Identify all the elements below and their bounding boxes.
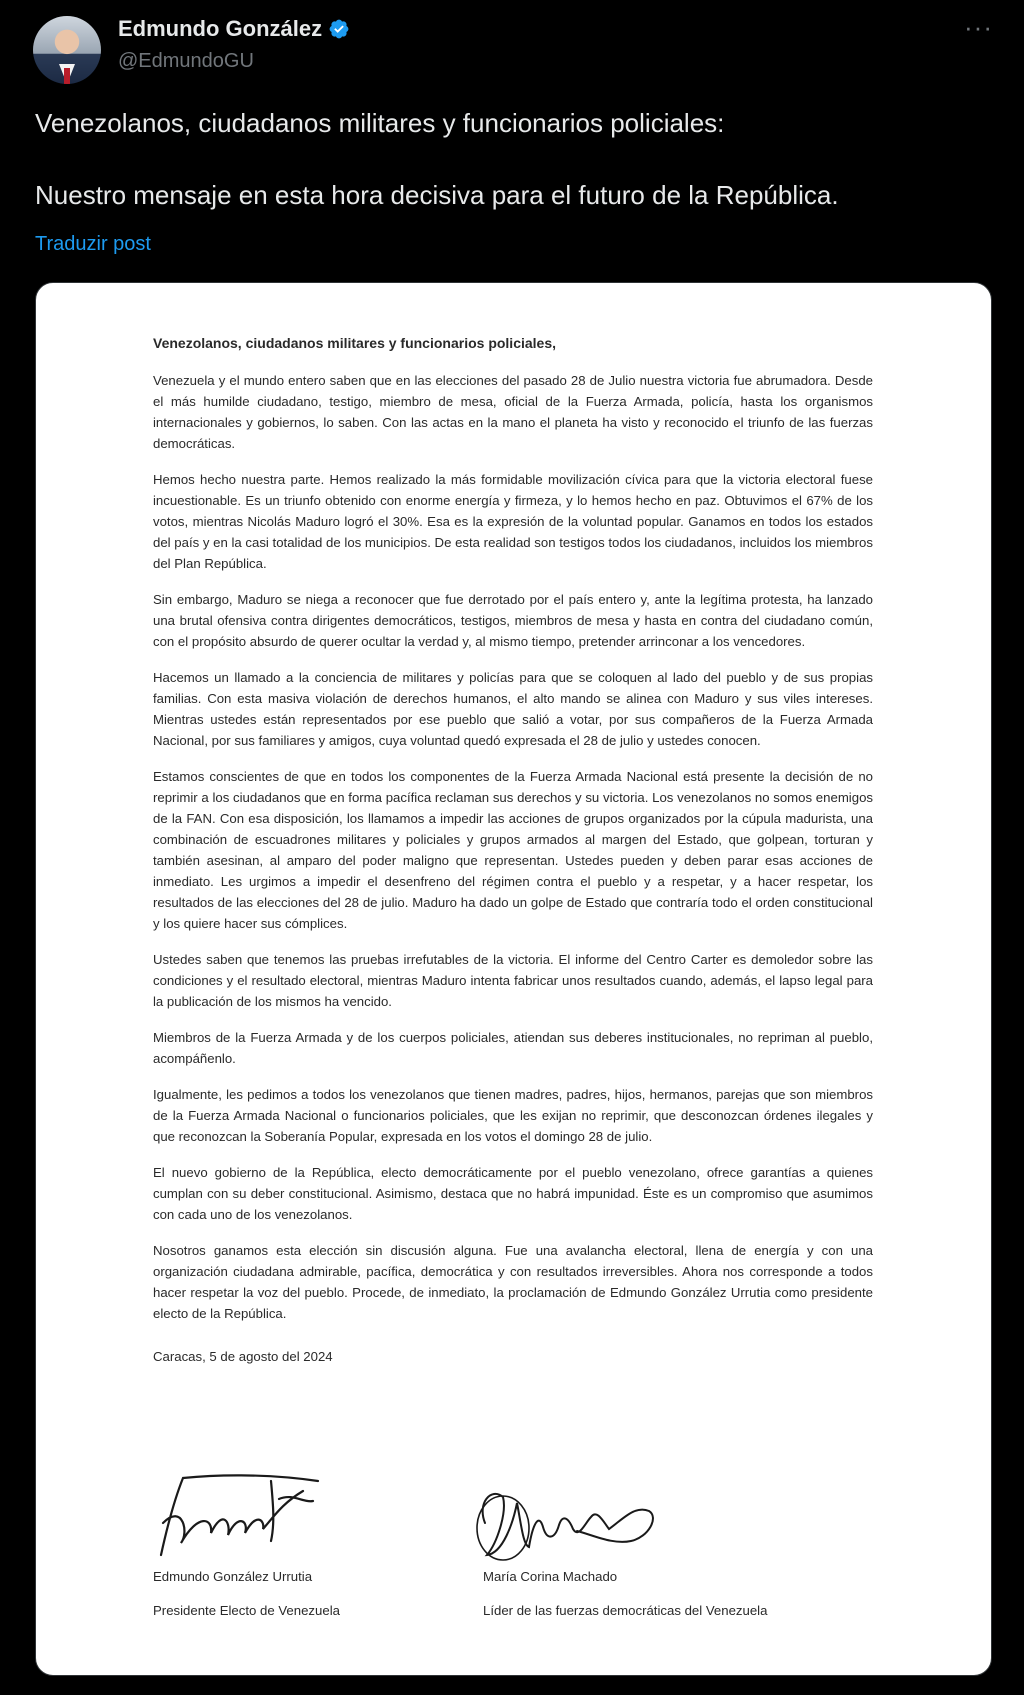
tweet-text <box>35 105 985 213</box>
letter-paragraph: El nuevo gobierno de la República, electo democráticamente por el pueblo venezolano, ofrece garantías a quienes cumplan con su deber constitucional. Asimismo, destaca que no habrá impunidad. Éste es un compromiso que asumimos con cada uno de los venezolanos. <box>153 1165 873 1222</box>
avatar-tie <box>64 68 70 84</box>
letter-paragraph: Nosotros ganamos esta elección sin discusión alguna. Fue una avalancha electoral, llena de energía y con una organización ciudadana admirable, pacífica, democrática y con resultados irreversibles. Ahora nos corresponde a todos hacer respetar la voz del pueblo. Procede, de inmediato, la proclamación de Edmundo González Urrutia como presidente electo de la República. <box>153 1243 873 1321</box>
letter-paragraph: Ustedes saben que tenemos las pruebas irrefutables de la victoria. El informe del Centro Carter es demoledor sobre las condiciones y el resultado electoral, mientras Maduro intenta fabricar unos resultados cuando, además, el lapso legal para la publicación de los mismos ha vencido. <box>153 952 873 1009</box>
tweet-line-1: Venezolanos, ciudadanos militares y funcionarios policiales: <box>35 108 725 138</box>
letter-paragraph: Igualmente, les pedimos a todos los venezolanos que tienen madres, padres, hijos, hermanos, parejas que son miembros de la Fuerza Armada Nacional o funcionarios policiales, que les exijan no reprimir, que desconozcan órdenes ilegales y que reconozcan la Soberanía Popular, expresada en los votos el domingo 28 de julio. <box>153 1087 873 1144</box>
more-options-icon[interactable]: ··· <box>964 12 993 42</box>
letter-paragraph: Venezuela y el mundo entero saben que en las elecciones del pasado 28 de Julio nuestra victoria fue abrumadora. Desde el más humilde ciudadano, testigo, miembro de mesa, oficial de la Fuerza Armada, policía, hasta los organismos internacionales y gobiernos, lo saben. Con las actas en la mano el planeta ha visto y reconocido el triunfo de las fuerzas democráticas. <box>153 373 873 451</box>
signatory-1-name: Edmundo González Urrutia <box>153 1569 313 1584</box>
signature-maria-corina-machado <box>473 1483 663 1563</box>
letter-paragraph: Hemos hecho nuestra parte. Hemos realizado la más formidable movilización cívica para que la victoria electoral fuese incuestionable. Es un triunfo obtenido con enorme energía y firmeza, y lo hemos hecho en paz. Obtuvimos el 67% de los votos, mientras Nicolás Maduro logró el 30%. Esa es la expresión de la voluntad popular. Ganamos en todos los estados del país y en la casi totalidad de los municipios. De esta realidad son testigos todos los ciudadanos, incluidos los miembros del Plan República. <box>153 472 873 571</box>
signature-block <box>153 1463 873 1663</box>
tweet-line-2: Nuestro mensaje en esta hora decisiva para el futuro de la República. <box>35 180 839 210</box>
letter-paragraph: Estamos conscientes de que en todos los componentes de la Fuerza Armada Nacional está presente la decisión de no reprimir a los ciudadanos que en forma pacífica reclaman sus derechos y su victoria. Los venezolanos no somos enemigos de la FAN. Con esa disposición, los llamamos a impedir las acciones de grupos organizados por la cúpula madurista, una combinación de escuadrones militares y policiales y grupos armados al margen del Estado, que golpean, torturan y también asesinan, al amparo del poder maligno que representan. Ustedes pueden y deben parar esas acciones de inmediato. Les urgimos a impedir el desenfreno del régimen contra el pueblo y a respetar, y a hacer respetar, los resultados de las elecciones del 28 de julio. Maduro ha dado un golpe de Estado que contraría todo el orden constitucional y los quiere hacer sus cómplices. <box>153 769 873 931</box>
letter-paragraph: Sin embargo, Maduro se niega a reconocer que fue derrotado por el país entero y, ante la legítima protesta, ha lanzado una brutal ofensiva contra dirigentes democráticos, testigos, miembros de mesa y hasta en contra del ciudadano común, con el propósito absurdo de querer ocultar la verdad y, al mismo tiempo, pretender arrinconar a los vencedores. <box>153 592 873 649</box>
author-handle[interactable]: @EdmundoGU <box>118 50 254 72</box>
letter-paragraph: Hacemos un llamado a la conciencia de militares y policías para que se coloquen al lado del pueblo y de sus propias familias. Con esta masiva violación de derechos humanos, el alto mando se alinea con Maduro y sus viles intereses. Mientras ustedes están representados por ese pueblo que salió a votar, por sus compañeros de la Fuerza Armada Nacional, por sus familiares y amigos, cuya voluntad quedó expresada el 28 de julio y ustedes conocen. <box>153 670 873 748</box>
letter-place-date: Caracas, 5 de agosto del 2024 <box>153 1349 333 1364</box>
signatory-1-title: Presidente Electo de Venezuela <box>153 1603 340 1618</box>
verified-badge-icon <box>328 18 350 40</box>
translate-post-link[interactable]: Traduzir post <box>35 233 151 255</box>
author-display-name[interactable]: Edmundo González <box>118 16 323 41</box>
author-avatar[interactable] <box>33 16 101 84</box>
signatory-2-title: Líder de las fuerzas democráticas del Venezuela <box>483 1603 768 1618</box>
tweet-header <box>33 12 993 82</box>
signatory-2-name: María Corina Machado <box>483 1569 618 1584</box>
signature-edmundo-gonzalez <box>153 1463 323 1563</box>
letter-document <box>153 333 873 1380</box>
letter-salutation: Venezolanos, ciudadanos militares y funcionarios policiales, <box>153 335 557 351</box>
letter-paragraph: Miembros de la Fuerza Armada y de los cuerpos policiales, atiendan sus deberes institucionales, no repriman al pueblo, acompáñenlo. <box>153 1030 873 1066</box>
attached-letter-image[interactable] <box>35 282 992 1676</box>
author-name-row <box>118 16 350 42</box>
